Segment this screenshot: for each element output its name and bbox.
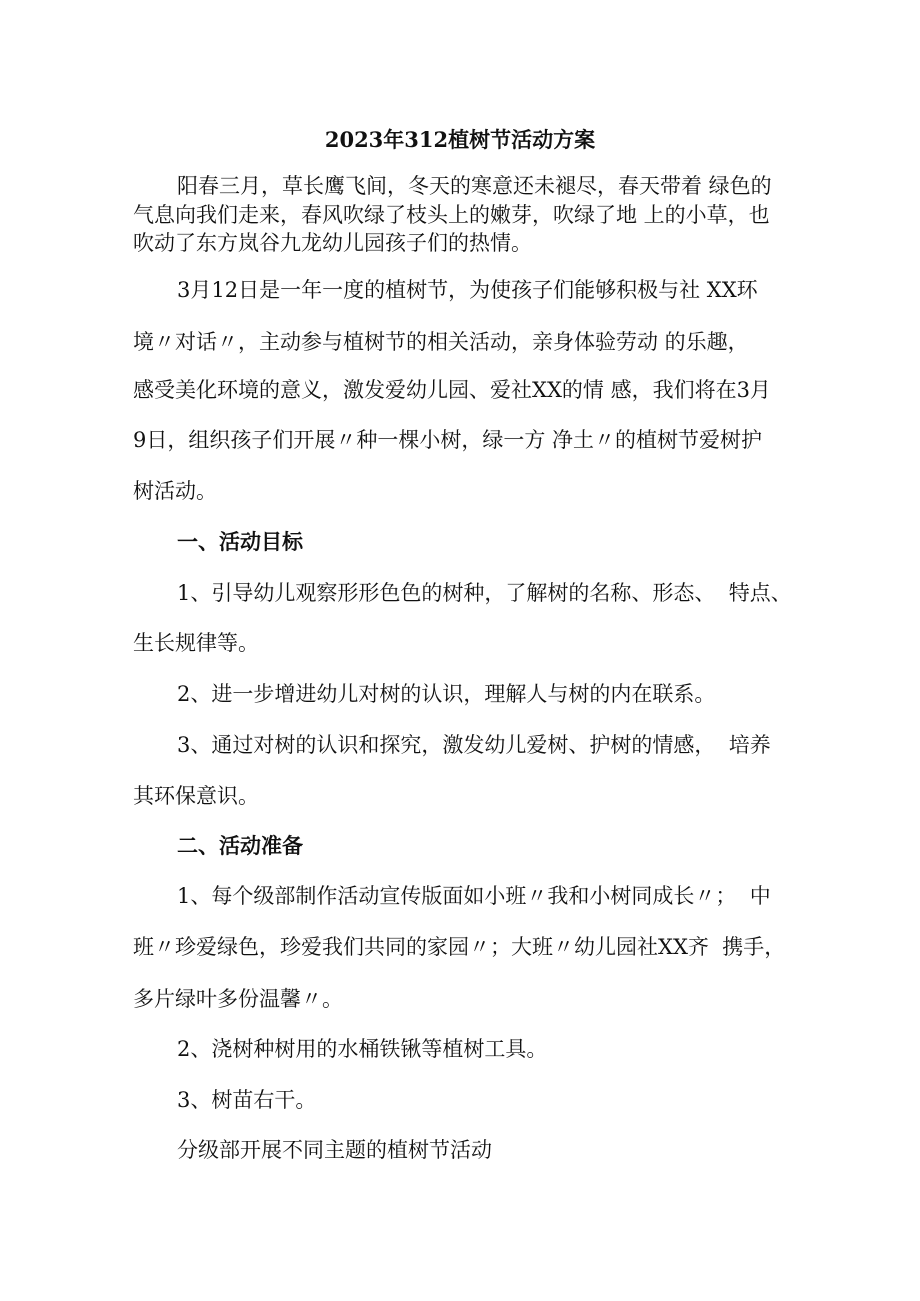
goal-item-2: 2、进一步增进幼儿对树的认识，理解人与树的内在联系。: [177, 682, 716, 706]
intro-line-2: 气息向我们走来，春风吹绿了枝头上的嫩芽，吹绿了地 上的小草，也: [133, 203, 770, 227]
purpose-line-1: 3月12日是一年一度的植树节，为使孩子们能够积极与社 XX环: [177, 278, 758, 302]
purpose-line-2: 境〃对话〃，主动参与植树节的相关活动，亲身体验劳动 的乐趣，: [133, 330, 749, 354]
document-title: 2023年312植树节活动方案: [324, 127, 596, 152]
purpose-line-5: 树活动。: [133, 479, 217, 503]
prep-item-1-line-3: 多片绿叶多份温馨〃。: [133, 987, 343, 1011]
prep-item-3: 3、树苗右干。: [177, 1088, 317, 1112]
purpose-line-4: 9日，组织孩子们开展〃种一棵小树，绿一方 净土〃的植树节爱树护: [133, 428, 763, 452]
closing-line: 分级部开展不同主题的植树节活动: [177, 1138, 492, 1162]
prep-item-2: 2、浇树种树用的水桶铁锹等植树工具。: [177, 1037, 548, 1061]
prep-item-1-line-2: 班〃珍爱绿色，珍爱我们共同的家园〃；大班〃幼儿园社XX齐 携手，: [133, 935, 786, 959]
goal-item-3-line-1: 3、通过对树的认识和探究，激发幼儿爱树、护树的情感， 培养: [177, 733, 771, 757]
goal-item-1-line-2: 生长规律等。: [133, 631, 259, 655]
goal-item-3-line-2: 其环保意识。: [133, 784, 259, 808]
section-heading-goals: 一、活动目标: [177, 529, 303, 554]
section-heading-preparation: 二、活动准备: [177, 833, 303, 858]
intro-line-3: 吹动了东方岚谷九龙幼儿园孩子们的热情。: [133, 231, 532, 255]
prep-item-1-line-1: 1、每个级部制作活动宣传版面如小班〃我和小树同成长〃； 中: [177, 884, 771, 908]
intro-line-1: 阳春三月，草长鹰飞间，冬天的寒意还未褪尽，春天带着 绿色的: [177, 174, 772, 198]
goal-item-1-line-1: 1、引导幼儿观察形形色色的树种，了解树的名称、形态、 特点、: [177, 581, 792, 605]
purpose-line-3: 感受美化环境的意义，激发爱幼儿园、爱社XX的情 感，我们将在3月: [133, 378, 771, 402]
